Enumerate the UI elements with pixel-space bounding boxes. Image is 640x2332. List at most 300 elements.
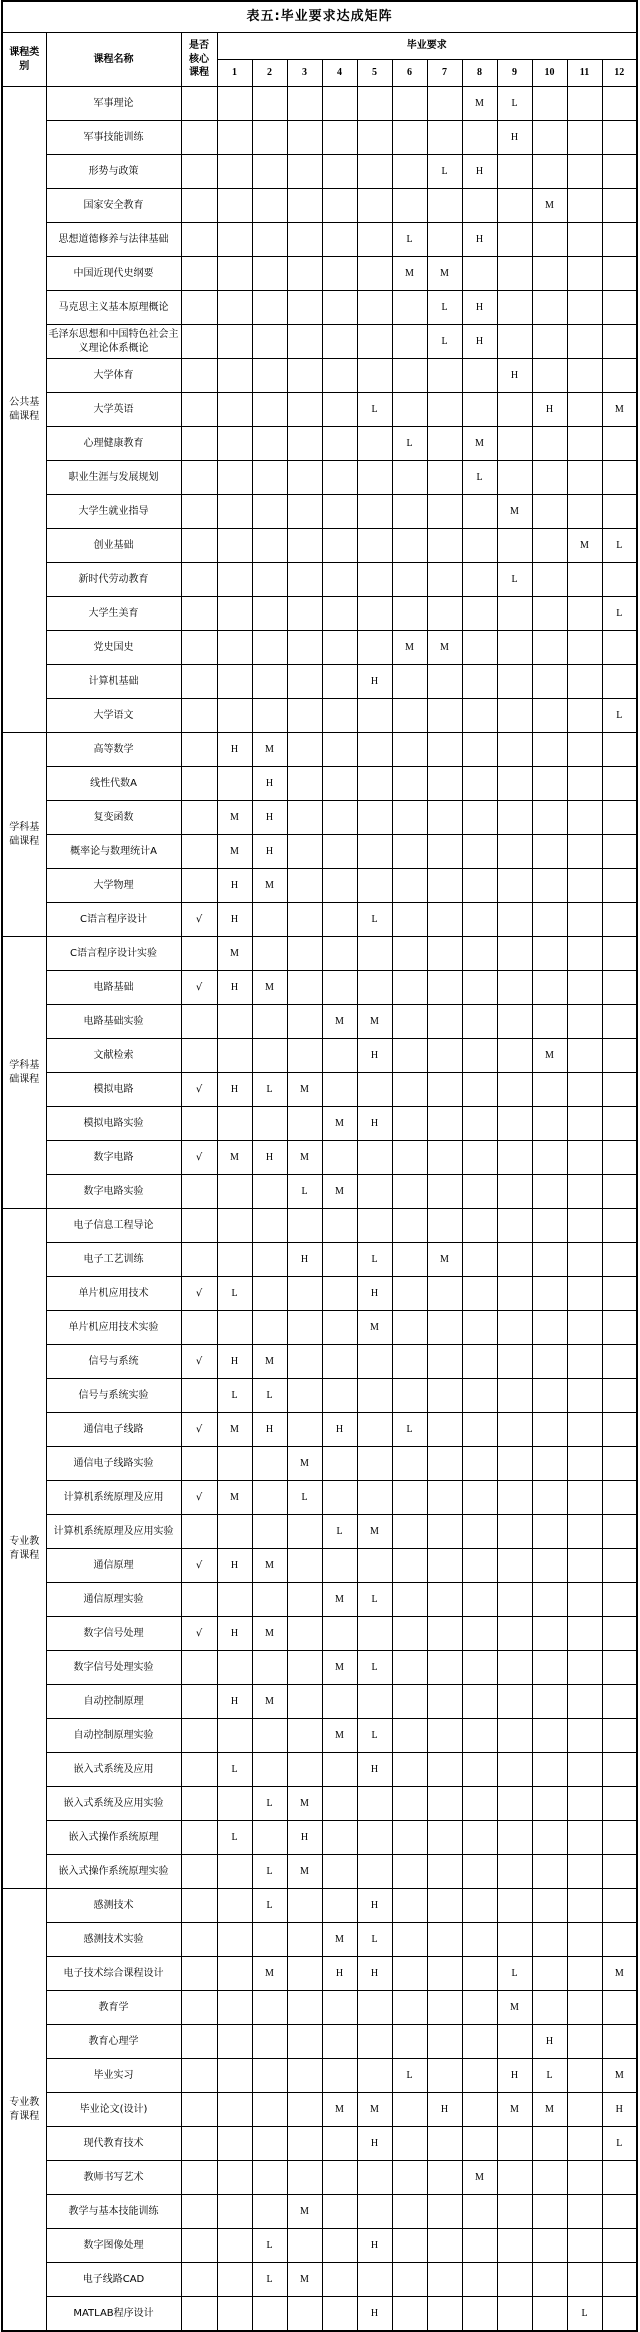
req-mark-cell (567, 1719, 602, 1753)
req-mark-cell (357, 1209, 392, 1243)
req-mark-cell (427, 1073, 462, 1107)
req-mark-cell: H (357, 1107, 392, 1141)
table-row (2, 2229, 637, 2263)
core-course-cell (181, 1379, 217, 1413)
req-mark-cell (357, 2161, 392, 2195)
req-mark-cell (427, 2297, 462, 2332)
req-mark-cell: M (497, 2093, 532, 2127)
req-mark-cell (357, 1617, 392, 1651)
req-mark-cell (217, 2161, 252, 2195)
category-cell: 专业教育课程 (2, 1209, 46, 1889)
req-mark-cell (532, 325, 567, 359)
req-mark-cell (602, 1141, 637, 1175)
req-mark-cell (322, 2161, 357, 2195)
req-mark-cell (427, 1141, 462, 1175)
core-course-cell (181, 1821, 217, 1855)
req-mark-cell (392, 461, 427, 495)
req-mark-cell (287, 597, 322, 631)
req-mark-cell (322, 1821, 357, 1855)
req-mark-cell (252, 2297, 287, 2332)
req-mark-cell (462, 1379, 497, 1413)
table-row (2, 597, 637, 631)
req-mark-cell (567, 1753, 602, 1787)
req-mark-cell (392, 2297, 427, 2332)
req-mark-cell: H (462, 291, 497, 325)
req-mark-cell (322, 121, 357, 155)
req-mark-cell (322, 869, 357, 903)
req-mark-cell (427, 2025, 462, 2059)
req-mark-cell (567, 1345, 602, 1379)
table-row (2, 1379, 637, 1413)
req-mark-cell (532, 1311, 567, 1345)
req-mark-cell (497, 1005, 532, 1039)
req-mark-cell (322, 393, 357, 427)
req-mark-cell (392, 1685, 427, 1719)
req-mark-cell (427, 937, 462, 971)
req-mark-cell (567, 1447, 602, 1481)
req-mark-cell (322, 1549, 357, 1583)
req-mark-cell (567, 767, 602, 801)
table-row (2, 1991, 637, 2025)
course-name-cell: 复变函数 (46, 801, 181, 835)
req-mark-cell (497, 1651, 532, 1685)
req-mark-cell (602, 1719, 637, 1753)
req-mark-cell (567, 1243, 602, 1277)
req-mark-cell (392, 1583, 427, 1617)
req-mark-cell (462, 189, 497, 223)
req-mark-cell (392, 2127, 427, 2161)
req-mark-cell (217, 1107, 252, 1141)
core-course-cell (181, 1889, 217, 1923)
req-mark-cell: H (357, 1039, 392, 1073)
req-mark-cell (287, 1617, 322, 1651)
req-mark-cell (287, 529, 322, 563)
core-course-cell (181, 699, 217, 733)
req-mark-cell (427, 1617, 462, 1651)
table-row (2, 971, 637, 1005)
req-mark-cell (532, 1855, 567, 1889)
req-mark-cell (462, 1345, 497, 1379)
course-name-cell: 单片机应用技术实验 (46, 1311, 181, 1345)
req-mark-cell: L (392, 2059, 427, 2093)
req-mark-cell (322, 1889, 357, 1923)
req-mark-cell (287, 1515, 322, 1549)
req-mark-cell (217, 2263, 252, 2297)
req-mark-cell: M (497, 495, 532, 529)
req-mark-cell (427, 121, 462, 155)
req-mark-cell: M (357, 1515, 392, 1549)
req-mark-cell (602, 121, 637, 155)
header-req-col-5: 5 (357, 60, 392, 87)
core-course-cell (181, 869, 217, 903)
req-mark-cell (252, 1821, 287, 1855)
table-row (2, 223, 637, 257)
req-mark-cell (252, 1923, 287, 1957)
req-mark-cell (497, 937, 532, 971)
course-name-cell: 通信原理 (46, 1549, 181, 1583)
req-mark-cell (392, 1311, 427, 1345)
req-mark-cell (427, 1957, 462, 1991)
req-mark-cell: M (602, 2059, 637, 2093)
req-mark-cell (567, 733, 602, 767)
req-mark-cell (252, 359, 287, 393)
course-name-cell: 模拟电路 (46, 1073, 181, 1107)
req-mark-cell (602, 2297, 637, 2332)
req-mark-cell (497, 903, 532, 937)
req-mark-cell (287, 1379, 322, 1413)
req-mark-cell (427, 2229, 462, 2263)
req-mark-cell (252, 461, 287, 495)
req-mark-cell (217, 1719, 252, 1753)
core-course-cell (181, 223, 217, 257)
req-mark-cell (462, 1481, 497, 1515)
core-course-cell (181, 563, 217, 597)
req-mark-cell (532, 427, 567, 461)
req-mark-cell (287, 903, 322, 937)
req-mark-cell (602, 155, 637, 189)
core-course-cell (181, 1685, 217, 1719)
req-mark-cell (497, 291, 532, 325)
req-mark-cell (497, 1243, 532, 1277)
req-mark-cell (567, 495, 602, 529)
req-mark-cell (287, 393, 322, 427)
req-mark-cell (392, 2025, 427, 2059)
req-mark-cell: L (427, 325, 462, 359)
req-mark-cell: L (217, 1821, 252, 1855)
table-row (2, 1889, 637, 1923)
req-mark-cell: H (427, 2093, 462, 2127)
req-mark-cell: H (532, 393, 567, 427)
course-name-cell: 计算机系统原理及应用 (46, 1481, 181, 1515)
req-mark-cell: L (357, 1651, 392, 1685)
req-mark-cell (392, 2195, 427, 2229)
req-mark-cell (287, 325, 322, 359)
req-mark-cell (497, 2161, 532, 2195)
req-mark-cell (252, 2025, 287, 2059)
req-mark-cell (287, 223, 322, 257)
table-row (2, 1957, 637, 1991)
req-mark-cell: M (532, 1039, 567, 1073)
req-mark-cell (462, 2093, 497, 2127)
req-mark-cell (427, 1413, 462, 1447)
req-mark-cell (602, 1311, 637, 1345)
req-mark-cell (602, 223, 637, 257)
req-mark-cell: H (252, 767, 287, 801)
req-mark-cell (567, 257, 602, 291)
req-mark-cell (252, 1991, 287, 2025)
req-mark-cell: M (427, 257, 462, 291)
req-mark-cell (392, 1787, 427, 1821)
course-name-cell: 教育心理学 (46, 2025, 181, 2059)
req-mark-cell (392, 189, 427, 223)
req-mark-cell (357, 2059, 392, 2093)
req-mark-cell (567, 1311, 602, 1345)
req-mark-cell (252, 2127, 287, 2161)
req-mark-cell (427, 495, 462, 529)
req-mark-cell (567, 1175, 602, 1209)
req-mark-cell (602, 1175, 637, 1209)
req-mark-cell (427, 665, 462, 699)
req-mark-cell: L (217, 1277, 252, 1311)
req-mark-cell (252, 257, 287, 291)
req-mark-cell (497, 1141, 532, 1175)
req-mark-cell (322, 1787, 357, 1821)
core-course-cell (181, 427, 217, 461)
course-name-cell: 电路基础 (46, 971, 181, 1005)
req-mark-cell (357, 291, 392, 325)
req-mark-cell (602, 1753, 637, 1787)
req-mark-cell: M (357, 1005, 392, 1039)
req-mark-cell (392, 2263, 427, 2297)
core-course-cell (181, 1787, 217, 1821)
req-mark-cell (322, 291, 357, 325)
req-mark-cell (602, 903, 637, 937)
req-mark-cell (392, 1073, 427, 1107)
req-mark-cell: H (287, 1821, 322, 1855)
req-mark-cell: M (322, 1005, 357, 1039)
req-mark-cell (602, 1617, 637, 1651)
req-mark-cell (392, 1379, 427, 1413)
table-row (2, 1277, 637, 1311)
req-mark-cell (602, 1277, 637, 1311)
header-graduation-requirements: 毕业要求 (217, 33, 637, 60)
req-mark-cell: M (217, 835, 252, 869)
header-req-col-7: 7 (427, 60, 462, 87)
req-mark-cell (462, 1889, 497, 1923)
req-mark-cell (602, 937, 637, 971)
req-mark-cell (532, 869, 567, 903)
req-mark-cell (357, 1413, 392, 1447)
req-mark-cell (217, 2059, 252, 2093)
req-mark-cell (287, 1651, 322, 1685)
req-mark-cell: H (217, 1073, 252, 1107)
req-mark-cell (287, 1957, 322, 1991)
req-mark-cell (392, 1175, 427, 1209)
core-course-cell (181, 1107, 217, 1141)
req-mark-cell (357, 699, 392, 733)
core-course-cell (181, 1515, 217, 1549)
req-mark-cell (532, 1175, 567, 1209)
core-course-cell (181, 1651, 217, 1685)
req-mark-cell (497, 1549, 532, 1583)
req-mark-cell (322, 1209, 357, 1243)
req-mark-cell (602, 801, 637, 835)
req-mark-cell (427, 767, 462, 801)
req-mark-cell (532, 597, 567, 631)
req-mark-cell (567, 1481, 602, 1515)
req-mark-cell (462, 1175, 497, 1209)
req-mark-cell (532, 767, 567, 801)
req-mark-cell (392, 1039, 427, 1073)
req-mark-cell (602, 1515, 637, 1549)
req-mark-cell (357, 223, 392, 257)
req-mark-cell (357, 189, 392, 223)
req-mark-cell (357, 121, 392, 155)
req-mark-cell (497, 155, 532, 189)
req-mark-cell (357, 325, 392, 359)
req-mark-cell (392, 1821, 427, 1855)
req-mark-cell (602, 767, 637, 801)
req-mark-cell (497, 835, 532, 869)
course-name-cell: 大学语文 (46, 699, 181, 733)
req-mark-cell (252, 1005, 287, 1039)
req-mark-cell: H (252, 1141, 287, 1175)
header-req-col-2: 2 (252, 60, 287, 87)
table-row (2, 1141, 637, 1175)
req-mark-cell (462, 1753, 497, 1787)
req-mark-cell (252, 427, 287, 461)
req-mark-cell (287, 1923, 322, 1957)
req-mark-cell: H (217, 903, 252, 937)
course-name-cell: 职业生涯与发展规划 (46, 461, 181, 495)
req-mark-cell (322, 529, 357, 563)
req-mark-cell (462, 1685, 497, 1719)
req-mark-cell (567, 1787, 602, 1821)
course-name-cell: 数字信号处理实验 (46, 1651, 181, 1685)
req-mark-cell (217, 1515, 252, 1549)
req-mark-cell (357, 1821, 392, 1855)
req-mark-cell (287, 87, 322, 121)
req-mark-cell: L (357, 393, 392, 427)
req-mark-cell (462, 597, 497, 631)
core-course-cell (181, 1175, 217, 1209)
course-name-cell: 数字电路实验 (46, 1175, 181, 1209)
req-mark-cell (392, 121, 427, 155)
req-mark-cell (287, 1277, 322, 1311)
req-mark-cell (217, 1039, 252, 1073)
req-mark-cell: L (252, 1855, 287, 1889)
req-mark-cell (497, 1039, 532, 1073)
req-mark-cell: L (392, 427, 427, 461)
req-mark-cell (567, 1107, 602, 1141)
req-mark-cell (357, 835, 392, 869)
course-name-cell: 数字图像处理 (46, 2229, 181, 2263)
req-mark-cell (287, 189, 322, 223)
req-mark-cell: L (252, 2229, 287, 2263)
header-core-course: 是否核心课程 (181, 33, 217, 87)
req-mark-cell (252, 699, 287, 733)
req-mark-cell (392, 495, 427, 529)
table-row (2, 1821, 637, 1855)
course-name-cell: 军事理论 (46, 87, 181, 121)
req-mark-cell (497, 1175, 532, 1209)
table-row (2, 2127, 637, 2161)
table-row (2, 1549, 637, 1583)
core-course-checkmark: √ (181, 903, 217, 937)
req-mark-cell (497, 869, 532, 903)
table-title: 表五:毕业要求达成矩阵 (2, 1, 637, 33)
core-course-cell (181, 1855, 217, 1889)
req-mark-cell (392, 1515, 427, 1549)
req-mark-cell (427, 1345, 462, 1379)
req-mark-cell: H (357, 1753, 392, 1787)
req-mark-cell (567, 1991, 602, 2025)
req-mark-cell (567, 189, 602, 223)
req-mark-cell (497, 1345, 532, 1379)
req-mark-cell (287, 427, 322, 461)
req-mark-cell (602, 1481, 637, 1515)
req-mark-cell (532, 155, 567, 189)
course-name-cell: 数字电路 (46, 1141, 181, 1175)
req-mark-cell (322, 1141, 357, 1175)
req-mark-cell (497, 1583, 532, 1617)
req-mark-cell (602, 427, 637, 461)
req-mark-cell (602, 1005, 637, 1039)
req-mark-cell (287, 971, 322, 1005)
table-row (2, 903, 637, 937)
course-name-cell: 嵌入式操作系统原理实验 (46, 1855, 181, 1889)
req-mark-cell: L (602, 2127, 637, 2161)
req-mark-cell (497, 665, 532, 699)
req-mark-cell (322, 597, 357, 631)
req-mark-cell (567, 1209, 602, 1243)
req-mark-cell (427, 2161, 462, 2195)
req-mark-cell: M (217, 1481, 252, 1515)
req-mark-cell (217, 291, 252, 325)
req-mark-cell (322, 1685, 357, 1719)
req-mark-cell (567, 359, 602, 393)
req-mark-cell (217, 359, 252, 393)
req-mark-cell (567, 87, 602, 121)
req-mark-cell (602, 1685, 637, 1719)
req-mark-cell (392, 529, 427, 563)
req-mark-cell (217, 87, 252, 121)
req-mark-cell (357, 597, 392, 631)
req-mark-cell (567, 563, 602, 597)
req-mark-cell (357, 359, 392, 393)
course-name-cell: 嵌入式操作系统原理 (46, 1821, 181, 1855)
req-mark-cell (252, 1107, 287, 1141)
req-mark-cell (532, 1515, 567, 1549)
req-mark-cell (462, 699, 497, 733)
req-mark-cell (532, 835, 567, 869)
req-mark-cell (287, 1719, 322, 1753)
req-mark-cell (497, 1379, 532, 1413)
header-req-col-11: 11 (567, 60, 602, 87)
req-mark-cell: M (532, 2093, 567, 2127)
req-mark-cell (252, 1481, 287, 1515)
core-course-cell (181, 1447, 217, 1481)
req-mark-cell: H (357, 1889, 392, 1923)
core-course-cell (181, 155, 217, 189)
req-mark-cell (602, 835, 637, 869)
req-mark-cell (322, 257, 357, 291)
req-mark-cell: M (322, 1175, 357, 1209)
req-mark-cell (497, 1855, 532, 1889)
table-row (2, 1209, 637, 1243)
req-mark-cell (287, 2059, 322, 2093)
req-mark-cell (567, 155, 602, 189)
req-mark-cell (217, 155, 252, 189)
course-name-cell: 高等数学 (46, 733, 181, 767)
req-mark-cell (217, 1787, 252, 1821)
table-row (2, 427, 637, 461)
req-mark-cell (427, 427, 462, 461)
req-mark-cell (532, 801, 567, 835)
table-row (2, 1923, 637, 1957)
course-name-cell: 大学英语 (46, 393, 181, 427)
req-mark-cell (252, 223, 287, 257)
req-mark-cell (217, 631, 252, 665)
table-row (2, 1481, 637, 1515)
req-mark-cell (567, 1685, 602, 1719)
req-mark-cell (322, 733, 357, 767)
req-mark-cell (602, 1107, 637, 1141)
req-mark-cell: L (357, 1923, 392, 1957)
req-mark-cell (567, 1617, 602, 1651)
req-mark-cell (567, 1583, 602, 1617)
req-mark-cell (427, 1651, 462, 1685)
